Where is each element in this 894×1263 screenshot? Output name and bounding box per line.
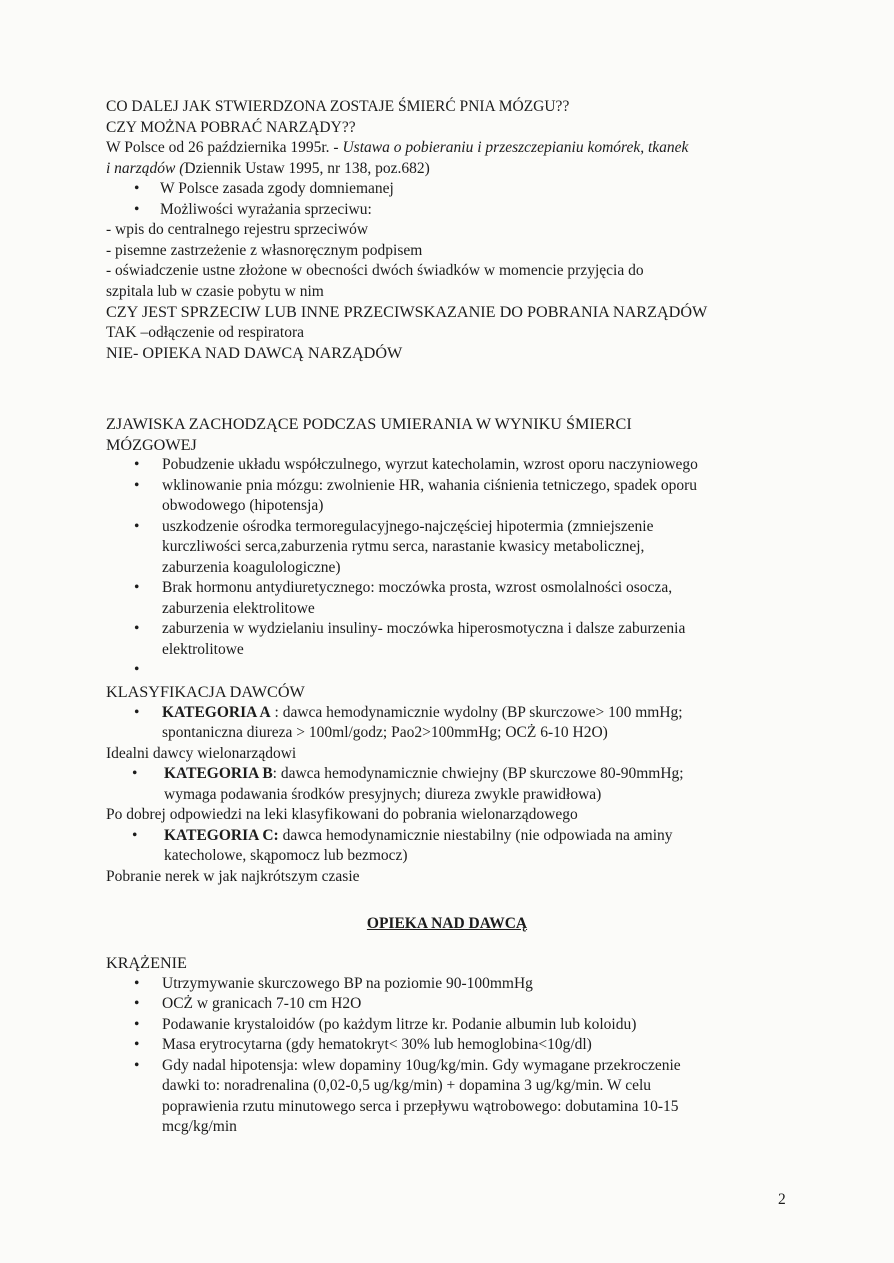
list-item: • Możliwości wyrażania sprzeciwu:: [106, 200, 806, 221]
section-heading: KLASYFIKACJA DAWCÓW: [106, 683, 305, 701]
bullet-icon: •: [134, 180, 140, 197]
category-label: KATEGORIA B: [164, 765, 273, 782]
list-item: • Podawanie krystaloidów (po każdym litrze kr. Podanie albumin lub koloidu): [106, 1015, 806, 1036]
category-label: KATEGORIA A: [162, 703, 271, 721]
list-item: • Masa erytrocytarna (gdy hematokryt< 30% lub hemoglobina<10g/dl): [106, 1035, 806, 1056]
bullet-icon: •: [134, 579, 140, 596]
bullet-icon: •: [134, 1036, 140, 1053]
category-item: • KATEGORIA B: dawca hemodynamicznie chwiejny (BP skurczowe 80-90mmHg; wymaga podawania środków presyjnych; diureza zwykle prawidłowa): [132, 765, 684, 803]
category-item: • KATEGORIA C: dawca hemodynamicznie niestabilny (nie odpowiada na aminy katecholowe, skąpomocz lub bezmocz): [132, 826, 673, 864]
category-note: Pobranie nerek w jak najkrótszym czasie: [106, 867, 360, 885]
bullet-icon: •: [134, 1056, 140, 1074]
law-reference: W Polsce od 26 października 1995r. - Ustawa o pobieraniu i przeszczepianiu komórek, tkanek: [106, 139, 689, 156]
answer-no: NIE- OPIEKA NAD DAWCĄ NARZĄDÓW: [106, 344, 403, 362]
classification-section: [106, 682, 806, 887]
bullet-icon: •: [132, 765, 138, 782]
list-item: • OCŻ w granicach 7-10 cm H2O: [106, 994, 806, 1015]
phenomena-section: [106, 414, 806, 680]
bullet-icon: •: [134, 476, 140, 494]
bullet-icon: •: [134, 995, 140, 1012]
bullet-icon: •: [134, 200, 140, 218]
list-item: • Brak hormonu antydiuretycznego: moczówka prosta, wzrost osmolalności osocza, zaburzenia elektrolitowe: [134, 579, 673, 617]
list-item: • Pobudzenie układu współczulnego, wyrzut katecholamin, wzrost oporu naczyniowego: [106, 455, 806, 476]
list-item: • uszkodzenie ośrodka termoregulacyjnego-najczęściej hipotermia (zmniejszenie kurczliwości serca,zaburzenia rytmu serca, narastanie kwasicy metabolicznej, zaburzenia koagulologiczne): [134, 517, 654, 576]
dash-item-cont: szpitala lub w czasie pobytu w nim: [106, 282, 324, 300]
page-number: 2: [778, 1191, 786, 1208]
question-heading: CZY MOŻNA POBRAĆ NARZĄDY??: [106, 118, 356, 136]
bullet-icon: •: [134, 456, 140, 473]
bullet-icon: •: [134, 974, 140, 992]
law-reference-cont: i narządów (Dziennik Ustaw 1995, nr 138, poz.682): [106, 159, 430, 177]
dash-item: - wpis do centralnego rejestru sprzeciwów: [106, 221, 369, 238]
list-item: • Utrzymywanie skurczowego BP na poziomie 90-100mmHg: [106, 974, 806, 995]
dash-item: - pisemne zastrzeżenie z własnoręcznym podpisem: [106, 241, 423, 259]
section-heading: ZJAWISKA ZACHODZĄCE PODCZAS UMIERANIA W WYNIKU ŚMIERCI: [106, 415, 632, 433]
list-item: • wklinowanie pnia mózgu: zwolnienie HR, wahania ciśnienia tetniczego, spadek oporu obwodowego (hipotensja): [134, 476, 698, 514]
bullet-icon: •: [134, 661, 140, 678]
bullet-icon: •: [134, 620, 140, 637]
list-item: • zaburzenia w wydzielaniu insuliny- moczówka hiperosmotyczna i dalsze zaburzenia elektrolitowe: [134, 620, 686, 658]
category-note: Idealni dawcy wielonarządowi: [106, 744, 297, 762]
bullet-icon: •: [132, 826, 138, 844]
empty-list-item: [106, 660, 806, 680]
question-heading: CO DALEJ JAK STWIERDZONA ZOSTAJE ŚMIERĆ PNIA MÓZGU??: [106, 98, 570, 115]
category-label: KATEGORIA C:: [164, 826, 279, 844]
bullet-icon: •: [134, 1015, 140, 1033]
answer-yes: TAK –odłączenie od respiratora: [106, 323, 305, 341]
bullet-icon: •: [134, 703, 140, 721]
list-item: • Gdy nadal hipotensja: wlew dopaminy 10ug/kg/min. Gdy wymagane przekroczenie dawki to: noradrenalina (0,02-0,5 ug/kg/min) + dopamina 3 ug/kg/min. W celu poprawienia rzutu minutowego serca i przepływu wątrobowego: dobutamina 10-15 mcg/kg/min: [134, 1056, 681, 1135]
category-item: • KATEGORIA A : dawca hemodynamicznie wydolny (BP skurczowe> 100 mmHg; spontaniczna diureza > 100ml/godz; Pao2>100mmHg; OCŻ 6-10 H2O): [134, 703, 683, 741]
question-heading: CZY JEST SPRZECIW LUB INNE PRZECIWSKAZANIE DO POBRANIA NARZĄDÓW: [106, 303, 708, 321]
intro-section: [106, 97, 806, 364]
section-heading-cont: MÓZGOWEJ: [106, 435, 197, 454]
page-title: OPIEKA NAD DAWCĄ: [366, 915, 528, 932]
care-section: [106, 953, 806, 1138]
dash-item: - oświadczenie ustne złożone w obecności dwóch świadków w momencie przyjęcia do: [106, 262, 644, 279]
list-item: • W Polsce zasada zgody domniemanej: [106, 179, 806, 200]
subsection-heading: KRĄŻENIE: [106, 954, 187, 972]
category-note: Po dobrej odpowiedzi na leki klasyfikowani do pobrania wielonarządowego: [106, 806, 578, 823]
bullet-icon: •: [134, 517, 140, 535]
